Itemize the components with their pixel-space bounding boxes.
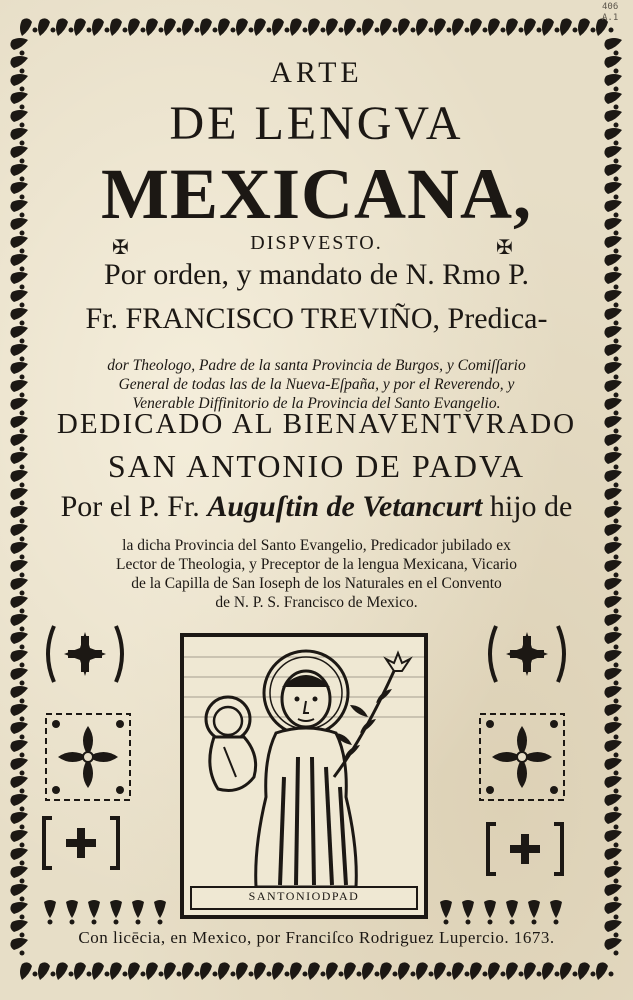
border-fleuron [604,434,622,452]
border-fleuron [20,18,38,36]
border-fleuron [10,650,28,668]
por-orden-line: Por orden, y mandato de N. Rmo P. [104,258,529,291]
border-fleuron [10,218,28,236]
border-fleuron [604,326,622,344]
border-fleuron [362,962,380,980]
border-fleuron [326,18,344,36]
author-line: Fr. FRANCISCO TREVIÑO, Predica- [85,302,548,335]
border-fleuron [10,164,28,182]
border-fleuron [604,704,622,722]
border-fleuron [604,578,622,596]
woodcut-caption: SANTONIODPAD [190,886,418,910]
border-fleuron [604,74,622,92]
border-fleuron [488,18,506,36]
saint-anthony-woodcut [180,633,428,919]
border-fleuron [272,18,290,36]
border-fleuron [604,344,622,362]
border-fleuron [236,18,254,36]
vine-leaf [462,900,474,925]
boxed-cross-ornament [484,820,566,883]
border-fleuron [10,200,28,218]
border-fleuron [560,962,578,980]
border-fleuron [604,200,622,218]
fleuron-square-ornament [474,708,570,811]
border-fleuron [146,18,164,36]
border-fleuron [10,470,28,488]
border-fleuron [164,18,182,36]
border-fleuron [10,254,28,272]
border-fleuron [604,56,622,74]
title-lengua: DE LENGVA [169,97,464,150]
border-fleuron [10,632,28,650]
border-fleuron [38,962,56,980]
border-fleuron [10,596,28,614]
border-fleuron [10,362,28,380]
vine-leaf [440,900,452,925]
border-fleuron [604,848,622,866]
ornamental-border-top [18,14,618,40]
border-fleuron [344,962,362,980]
ornamental-border-bottom [18,958,618,984]
border-fleuron [362,18,380,36]
border-fleuron [560,18,578,36]
border-fleuron [604,110,622,128]
author2-description-line: la dicha Provincia del Santo Evangelio, Predicador jubilado ex [122,537,511,554]
border-fleuron [254,18,272,36]
border-fleuron [218,18,236,36]
border-fleuron [604,560,622,578]
bracketed-cross-ornament [40,622,130,691]
border-fleuron [604,650,622,668]
border-fleuron [596,962,614,980]
ornamental-border-left [6,36,32,962]
border-fleuron [604,416,622,434]
author-description-line: Venerable Diffinitorio de la Provincia del Santo Evangelio. [132,395,501,412]
border-fleuron [398,18,416,36]
vine-leaf [484,900,496,925]
border-fleuron [604,632,622,650]
border-fleuron [604,452,622,470]
border-fleuron [604,182,622,200]
border-fleuron [604,290,622,308]
border-fleuron [380,962,398,980]
border-fleuron [254,962,272,980]
border-fleuron [128,962,146,980]
border-fleuron [524,18,542,36]
border-fleuron [542,962,560,980]
border-fleuron [236,962,254,980]
border-fleuron [416,962,434,980]
border-fleuron [604,308,622,326]
border-fleuron [164,962,182,980]
border-fleuron [10,236,28,254]
border-fleuron [110,962,128,980]
border-fleuron [200,18,218,36]
border-fleuron [10,578,28,596]
border-fleuron [604,128,622,146]
fleuron-motif [46,714,130,800]
border-fleuron [146,962,164,980]
border-fleuron [10,452,28,470]
border-fleuron [110,18,128,36]
border-fleuron [604,488,622,506]
border-fleuron [10,308,28,326]
border-fleuron [604,938,622,956]
border-fleuron [10,344,28,362]
vine-leaf [110,900,122,925]
border-fleuron [74,962,92,980]
vine-leaf [154,900,166,925]
border-fleuron [290,962,308,980]
author2-description-line: Lector de Theologia, y Preceptor de la lengua Mexicana, Vicario [116,556,517,573]
vine-leaf [132,900,144,925]
border-fleuron [10,38,28,56]
border-fleuron [56,962,74,980]
border-fleuron [10,668,28,686]
cross-ornament-left: ✠ [112,237,129,259]
vine-leaf [66,900,78,925]
border-fleuron [10,884,28,902]
border-fleuron [200,962,218,980]
border-fleuron [10,812,28,830]
border-fleuron [10,902,28,920]
border-fleuron [10,686,28,704]
border-fleuron [578,962,596,980]
border-fleuron [452,18,470,36]
border-fleuron [92,962,110,980]
border-fleuron [604,92,622,110]
border-fleuron [452,962,470,980]
border-fleuron [10,542,28,560]
border-fleuron [10,272,28,290]
fleuron-motif [480,714,564,800]
ornamental-border-right [600,36,626,962]
border-fleuron [604,866,622,884]
author-description-line: dor Theologo, Padre de la santa Provincia de Burgos, y Comiſſario [107,357,526,374]
border-fleuron [10,128,28,146]
border-fleuron [10,938,28,956]
border-fleuron [604,776,622,794]
border-fleuron [10,56,28,74]
border-fleuron [10,920,28,938]
border-fleuron [604,902,622,920]
vine-ornament-row [36,896,166,931]
border-fleuron [604,722,622,740]
border-fleuron [604,686,622,704]
border-fleuron [20,962,38,980]
border-fleuron [470,962,488,980]
border-fleuron [604,362,622,380]
border-fleuron [182,18,200,36]
border-fleuron [10,524,28,542]
border-fleuron [218,962,236,980]
border-fleuron [10,704,28,722]
by-line [38,490,595,524]
by-line-suffix: hijo de [482,490,573,523]
border-fleuron [604,884,622,902]
border-fleuron [10,794,28,812]
author-description-line: General de todas las de la Nueva-Eſpaña, y por el Reverendo, y [118,376,515,393]
vine-leaf [528,900,540,925]
border-fleuron [56,18,74,36]
border-fleuron [10,416,28,434]
vine-leaf [550,900,562,925]
border-fleuron [470,18,488,36]
border-fleuron [604,794,622,812]
border-fleuron [604,920,622,938]
border-fleuron [10,614,28,632]
border-fleuron [578,18,596,36]
border-fleuron [92,18,110,36]
border-fleuron [10,866,28,884]
border-fleuron [604,524,622,542]
border-fleuron [434,962,452,980]
border-fleuron [604,506,622,524]
border-fleuron [604,596,622,614]
border-fleuron [604,254,622,272]
border-fleuron [10,758,28,776]
author2-description-line: de N. P. S. Francisco de Mexico. [215,594,418,611]
border-fleuron [308,18,326,36]
border-fleuron [604,758,622,776]
imprint-line: Con licēcia, en Mexico, por Franciſco Rodriguez Lupercio. 1673. [78,928,555,947]
cross-ornament-right: ✠ [496,237,513,259]
border-fleuron [308,962,326,980]
border-fleuron [416,18,434,36]
border-fleuron [604,830,622,848]
handwritten-shelfmark: 406 A.1 [602,2,619,23]
border-fleuron [326,962,344,980]
border-fleuron [604,164,622,182]
border-fleuron [344,18,362,36]
border-fleuron [10,182,28,200]
border-fleuron [506,962,524,980]
dedication-line-1: DEDICADO AL BIENAVENTVRADO [56,408,577,440]
vine-ornament-row [432,896,572,931]
by-line-prefix: Por el P. Fr. [60,490,208,523]
vine-leaf [88,900,100,925]
border-fleuron [10,92,28,110]
border-fleuron [542,18,560,36]
border-fleuron [10,398,28,416]
border-fleuron [10,488,28,506]
border-fleuron [10,740,28,758]
fleuron-square-ornament [40,708,136,811]
border-fleuron [604,668,622,686]
boxed-cross-ornament [40,814,122,877]
dispuesto-line: DISPVESTO. [250,232,383,254]
border-fleuron [604,812,622,830]
border-fleuron [10,146,28,164]
border-fleuron [434,18,452,36]
border-fleuron [38,18,56,36]
border-fleuron [10,110,28,128]
border-fleuron [380,18,398,36]
border-fleuron [10,74,28,92]
vine-leaf [506,900,518,925]
border-fleuron [604,470,622,488]
border-fleuron [182,962,200,980]
border-fleuron [128,18,146,36]
border-fleuron [524,962,542,980]
title-arte: ARTE [270,56,363,89]
border-fleuron [398,962,416,980]
border-fleuron [272,962,290,980]
bracketed-cross-ornament [482,622,572,691]
by-line-author-name: Auguſtin de Vetancurt [207,490,483,523]
border-fleuron [10,560,28,578]
border-fleuron [10,722,28,740]
border-fleuron [604,218,622,236]
woodcut-illustration [184,637,424,915]
border-fleuron [488,962,506,980]
border-fleuron [604,380,622,398]
border-fleuron [10,830,28,848]
border-fleuron [10,506,28,524]
border-fleuron [506,18,524,36]
border-fleuron [604,272,622,290]
border-fleuron [290,18,308,36]
border-fleuron [604,542,622,560]
border-fleuron [10,776,28,794]
border-fleuron [74,18,92,36]
border-fleuron [604,740,622,758]
border-fleuron [10,290,28,308]
title-mexicana: MEXICANA, [101,154,532,234]
author2-description-line: de la Capilla de San Ioseph de los Naturales en el Convento [131,575,502,592]
border-fleuron [604,146,622,164]
vine-leaf [44,900,56,925]
border-fleuron [10,434,28,452]
border-fleuron [604,398,622,416]
dedication-line-2: SAN ANTONIO DE PADVA [107,448,526,484]
border-fleuron [604,236,622,254]
border-fleuron [10,326,28,344]
border-fleuron [10,848,28,866]
border-fleuron [604,614,622,632]
border-fleuron [604,38,622,56]
border-fleuron [10,380,28,398]
